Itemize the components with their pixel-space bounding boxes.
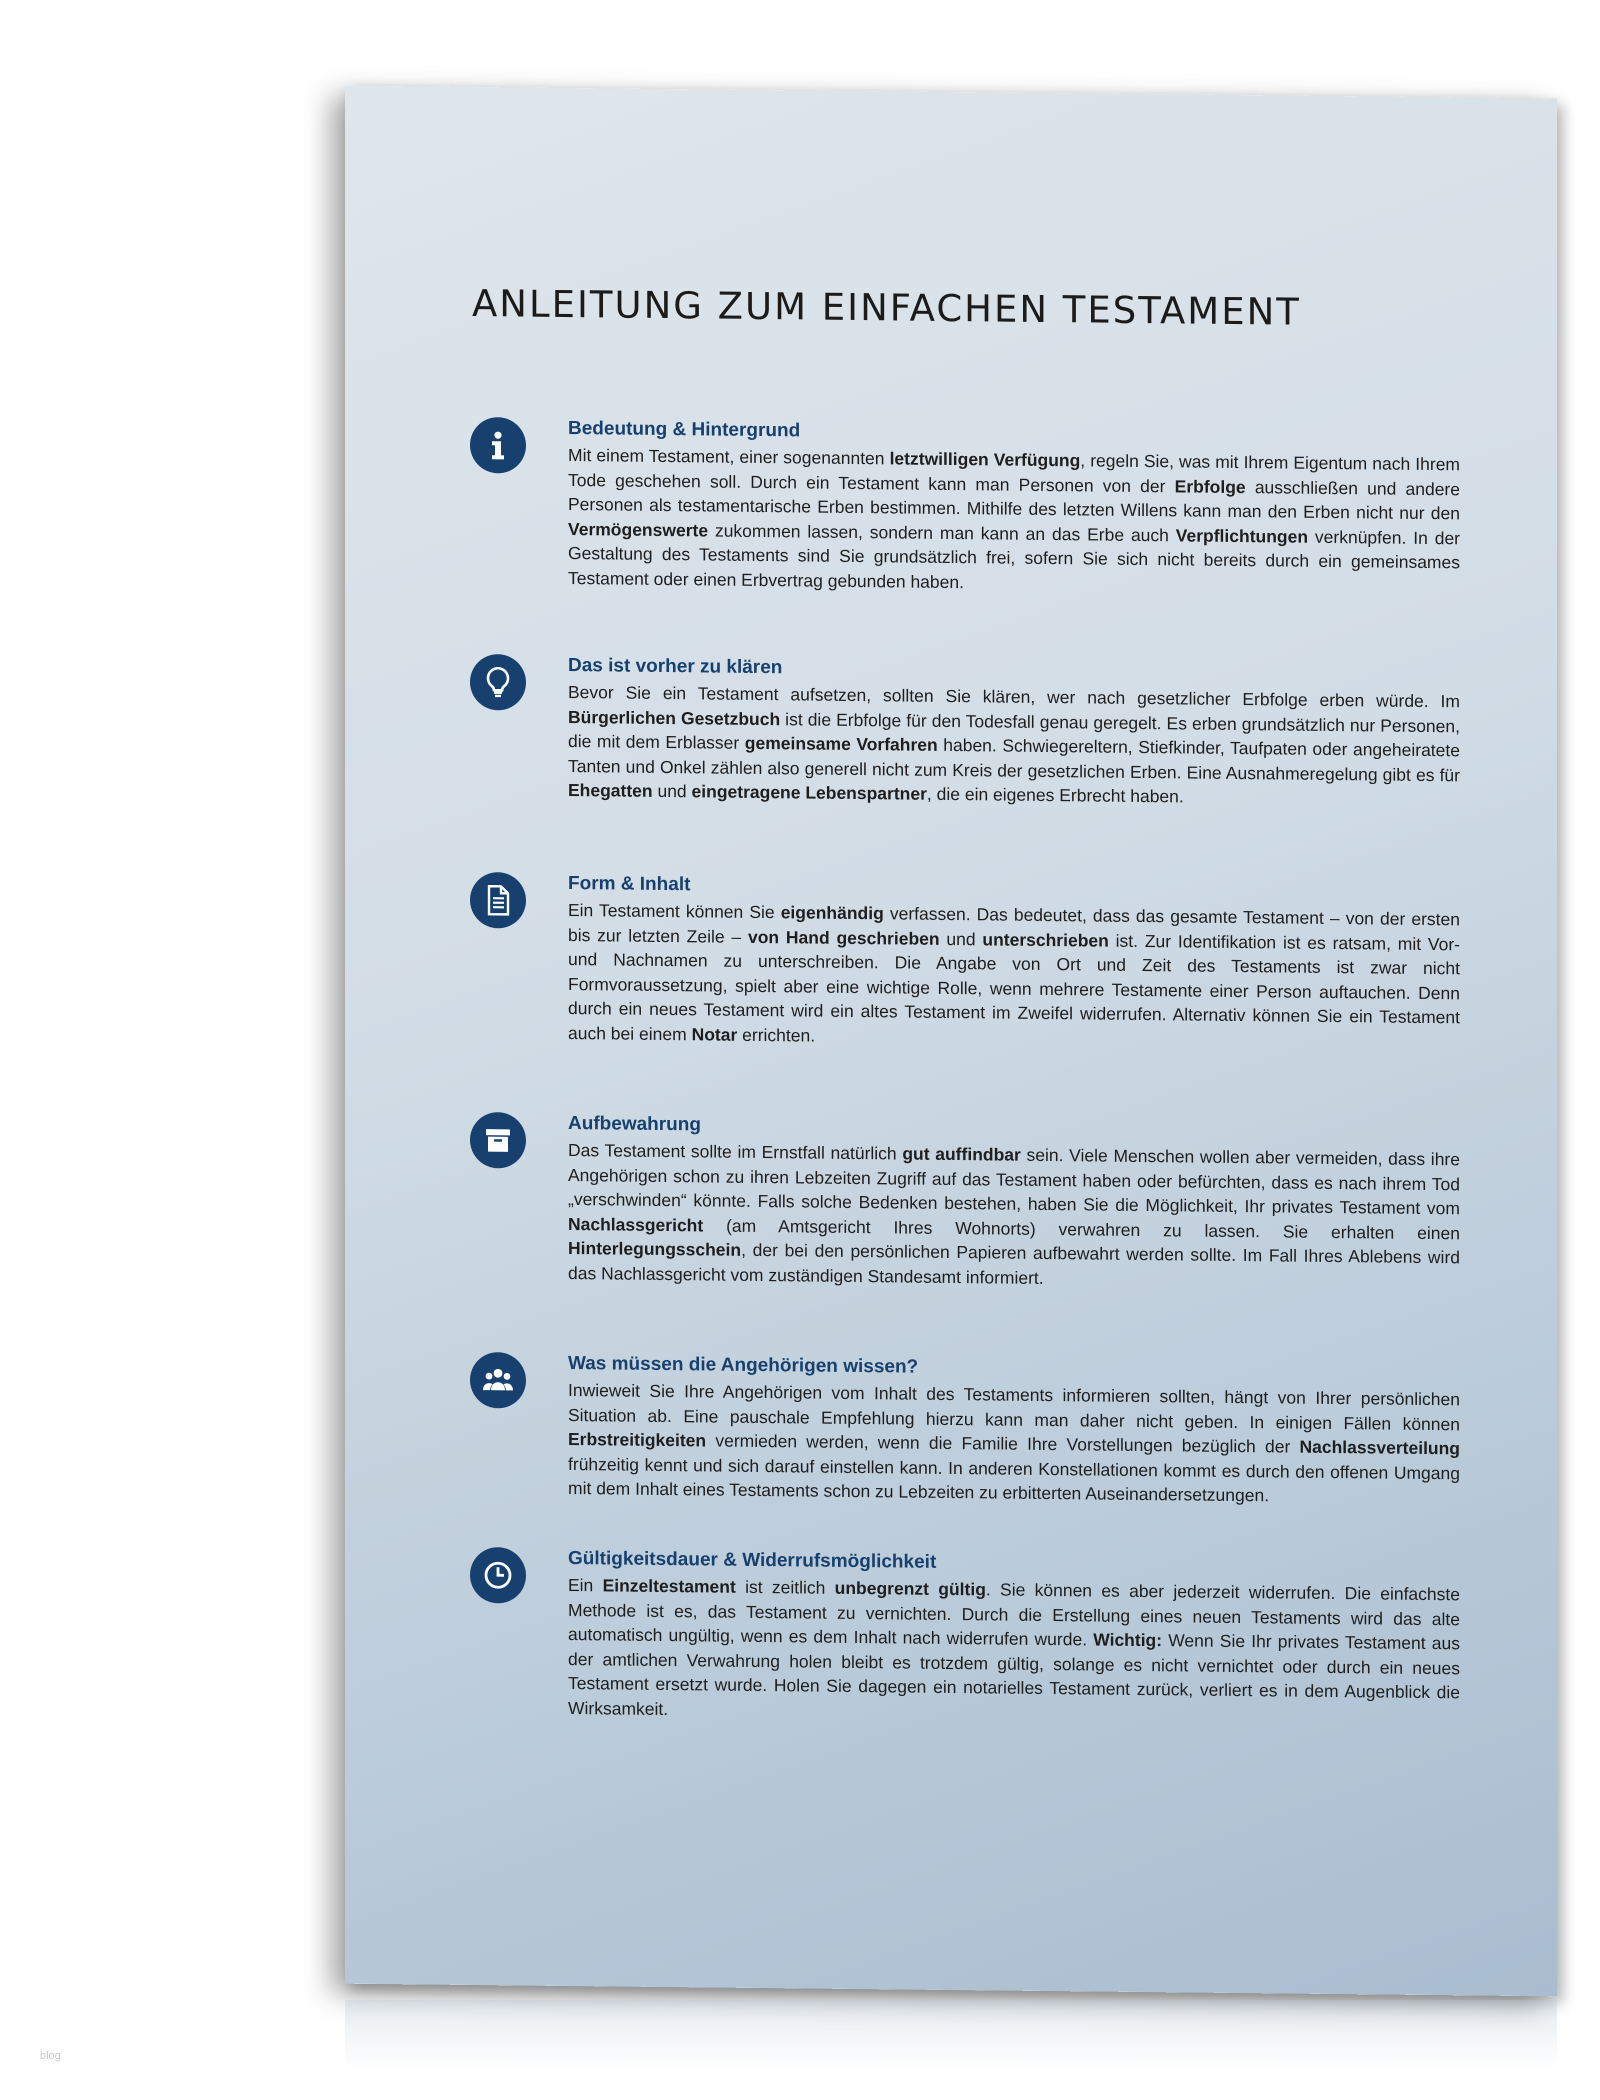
- section-vorher-klaeren: [470, 654, 1460, 812]
- body-text: , regeln Sie, was mit Ihrem Eigentum nach Ihrem Tode geschehen soll. Durch ein Testament kann man Personen von der: [568, 450, 1461, 496]
- body-text: und: [939, 928, 983, 949]
- body-text: ausschließen und andere Personen als testamentarische Erben bestimmen. Mithilfe des letzten Willens kann man den Erben nicht nur den: [568, 476, 1460, 524]
- bold-term: eigenhändig: [780, 902, 884, 924]
- body-text: Mit einem Testament, einer sogenannten: [568, 444, 890, 469]
- body-text: , die ein eigenes Erbrecht haben.: [926, 783, 1184, 807]
- bold-term: von Hand geschrieben: [747, 926, 940, 949]
- archive-box-icon: [470, 1112, 526, 1169]
- body-text: Ein: [568, 1574, 603, 1596]
- body-text: verfassen. Das bedeutet, dass das gesamte Testament – von der ersten bis zur letzten Zeile –: [568, 903, 1460, 947]
- body-text: Bevor Sie ein Testament aufsetzen, sollten Sie klären, wer nach gesetzlicher Erbfolge erben würde. Im: [568, 681, 1460, 712]
- section-heading: Aufbewahrung: [568, 1112, 701, 1136]
- body-text: Ein Testament können Sie: [568, 899, 781, 923]
- bold-term: eingetragene Lebenspartner: [691, 781, 927, 804]
- body-text: frühzeitig kennt und sich darauf einstellen kann. In anderen Konstellationen kommt es durch den offenen Umgang mit dem Inhalt eines Testaments schon zu Lebzeiten zu erbitterten Auseinandersetzungen.: [568, 1453, 1460, 1506]
- body-text: , der bei den persönlichen Papieren aufbewahrt werden sollte. Im Fall Ihres Ablebens wird das Nachlassgericht vom zuständigen Standesamt informiert.: [568, 1239, 1460, 1288]
- section-heading: Form & Inhalt: [568, 872, 691, 896]
- section-aufbewahrung: [470, 1112, 1460, 1294]
- section-body: [568, 1138, 1460, 1294]
- body-text: Das Testament sollte im Ernstfall natürlich: [568, 1139, 903, 1164]
- bold-term: Bürgerlichen Gesetzbuch: [568, 706, 781, 729]
- bold-term: letztwilligen Verfügung: [889, 448, 1081, 471]
- section-heading: Bedeutung & Hintergrund: [568, 417, 801, 442]
- section-body: [568, 680, 1460, 812]
- bold-term: Erbfolge: [1174, 475, 1246, 497]
- bold-term: Nachlassverteilung: [1299, 1436, 1460, 1459]
- body-text: zukommen lassen, sondern man kann an das Erbe auch: [708, 519, 1176, 545]
- body-text: errichten.: [737, 1024, 816, 1046]
- body-text: verknüpfen. In der Gestaltung des Testaments sind Sie grundsätzlich frei, sofern Sie sich nicht bereits durch ein gemeinsames Testament oder einen Erbvertrag gebunden haben.: [568, 526, 1461, 592]
- body-text: ist die Erbfolge für den Todesfall genau geregelt. Es erben grundsätzlich nur Personen, die mit dem Erblasser: [568, 708, 1460, 753]
- bold-term: gut auffindbar: [902, 1143, 1021, 1165]
- lightbulb-icon: [470, 654, 526, 711]
- bold-term: Hinterlegungsschein: [568, 1237, 742, 1260]
- bold-term: unbegrenzt gültig: [834, 1577, 986, 1600]
- bold-term: Notar: [691, 1023, 738, 1045]
- section-body: [568, 443, 1460, 599]
- section-form-inhalt: [470, 872, 1460, 1054]
- body-text: Inwieweit Sie Ihre Angehörigen vom Inhalt des Testaments informieren sollten, hängt von Ihrer persönlichen Situation ab. Eine pauschale Empfehlung hierzu kann man daher nicht geben. In einigen Fällen können: [568, 1379, 1460, 1434]
- section-gueltigkeit: [470, 1547, 1460, 1729]
- bold-term: unterschrieben: [982, 928, 1109, 951]
- bold-term: gemeinsame Vorfahren: [744, 732, 938, 755]
- section-body: [568, 1573, 1460, 1729]
- document-page: [345, 86, 1557, 1997]
- section-heading: Was müssen die Angehörigen wissen?: [568, 1352, 919, 1378]
- bold-term: Wichtig:: [1093, 1629, 1163, 1651]
- clock-icon: [470, 1547, 526, 1604]
- bold-term: Vermögenswerte: [568, 518, 709, 540]
- body-text: und: [652, 780, 692, 802]
- bold-term: Ehegatten: [568, 779, 653, 801]
- people-icon: [470, 1352, 526, 1409]
- bold-term: Nachlassgericht: [568, 1213, 704, 1235]
- body-text: ist. Zur Identifikation ist es ratsam, mit Vor- und Nachnamen zu unterschreiben. Die Angabe von Ort und Zeit des Testaments ist zwar nicht Formvoraussetzung, spielt aber eine wichtige Rolle, wenn mehrere Testamente einer Person auftauchen. Denn durch ein neues Testament wird ein altes Testament im Zweifel widerrufen. Alternativ können Sie ein Testament auch bei einem: [568, 930, 1460, 1044]
- section-angehoerige: [470, 1352, 1460, 1510]
- body-text: Wenn Sie Ihr privates Testament aus der amtlichen Verwahrung holen bleibt es trotzdem gültig, solange es nicht vernichtet oder durch ein neues Testament ersetzt wurde. Holen Sie dagegen ein notarielles Testament zurück, verliert es in dem Augenblick die Wirksamkeit.: [568, 1630, 1460, 1719]
- section-body: [568, 1378, 1460, 1510]
- body-text: haben. Schwiegereltern, Stiefkinder, Taufpaten oder angeheiratete Tanten und Onkel zählen also generell nicht zum Kreis der gesetzlichen Erben. Eine Ausnahmeregelung gibt es für: [568, 734, 1460, 785]
- bold-term: Erbstreitigkeiten: [568, 1428, 707, 1451]
- bold-term: Einzeltestament: [602, 1575, 736, 1597]
- body-text: . Sie können es aber jederzeit widerrufen. Die einfachste Methode ist es, das Testament zu vernichten. Durch die Erstellung eines neuen Testaments wird das alte automatisch ungültig, wenn es dem Inhalt nach widerrufen wurde.: [568, 1579, 1460, 1650]
- page-title: ANLEITUNG ZUM EINFACHEN TESTAMENT: [472, 281, 1301, 334]
- section-heading: Das ist vorher zu klären: [568, 654, 783, 679]
- page-reflection: [345, 2000, 1557, 2070]
- document-icon: [470, 872, 526, 929]
- body-text: ist zeitlich: [735, 1576, 835, 1598]
- watermark: blog: [40, 2050, 61, 2062]
- bold-term: Verpflichtungen: [1175, 524, 1309, 547]
- section-body: [568, 898, 1460, 1054]
- section-heading: Gültigkeitsdauer & Widerrufsmöglichkeit: [568, 1547, 937, 1573]
- info-icon: [470, 417, 526, 474]
- body-text: sein. Viele Menschen wollen aber vermeiden, dass ihre Angehörigen schon zu ihren Lebzeiten Zugriff auf das Testament haben oder befürchten, dass es nach ihrem Tod „verschwinden“ könnte. Falls solche Bedenken bestehen, haben Sie die Möglichkeit, Ihr privates Testament vom: [568, 1144, 1460, 1219]
- body-text: vermieden werden, wenn die Familie Ihre Vorstellungen bezüglich der: [706, 1430, 1300, 1457]
- section-bedeutung: [470, 417, 1460, 599]
- body-text: (am Amtsgericht Ihres Wohnorts) verwahren zu lassen. Sie erhalten einen: [703, 1214, 1460, 1243]
